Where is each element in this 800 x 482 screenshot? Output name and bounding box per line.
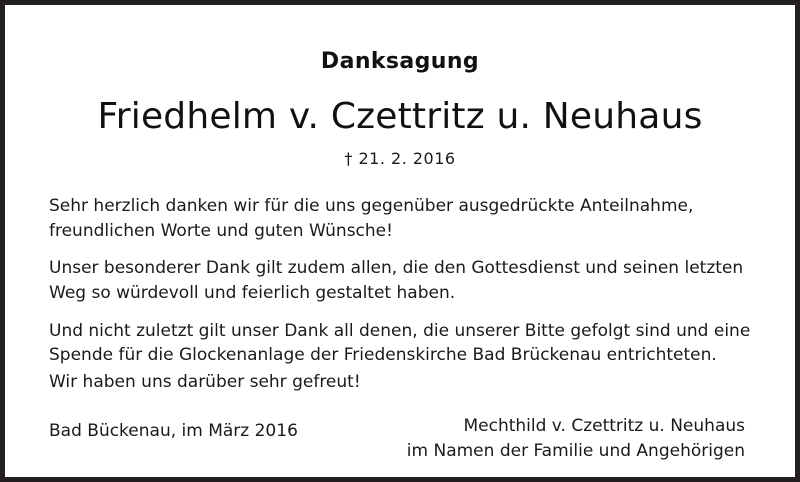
deceased-name: Friedhelm v. Czettritz u. Neuhaus [97,96,703,137]
signature-subtitle: im Namen der Familie und Angehörigen [406,441,745,462]
place-and-date: Bad Bückenau, im März 2016 [49,421,298,441]
notice-body [49,194,751,394]
body-paragraph: Wir haben uns darüber sehr gefreut! [49,371,361,392]
death-date: † 21. 2. 2016 [344,149,456,168]
signature-name: Mechthild v. Czettritz u. Neuhaus [463,416,745,437]
body-paragraph: Sehr herzlich danken wir für die uns gegenüber ausgedrückte Anteilnahme, freundlichen Worte und guten Wünsche! [49,196,694,241]
body-paragraph: Unser besonderer Dank gilt zudem allen, die den Gottesdienst und seinen letzten Weg so würdevoll und feierlich gestaltet haben. [49,258,744,303]
body-paragraph: Und nicht zuletzt gilt unser Dank all denen, die unserer Bitte gefolgt sind und eine Spende für die Glockenanlage der Friedenskirche Bad Brückenau entrichteten. [49,320,751,366]
notice-heading: Danksagung [320,49,480,74]
